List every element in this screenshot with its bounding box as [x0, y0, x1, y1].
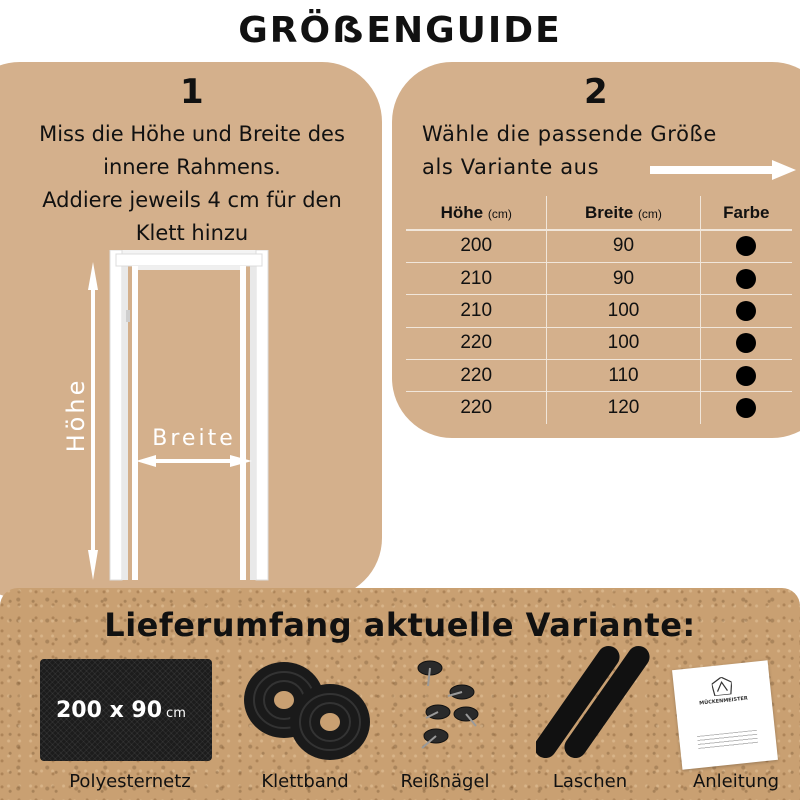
cell-height: 220: [406, 360, 547, 392]
width-label: Breite: [152, 426, 236, 451]
cell-height: 220: [406, 392, 547, 424]
cell-color: [700, 262, 792, 294]
color-dot-icon: [736, 269, 756, 289]
header-color: Farbe: [700, 196, 792, 230]
velcro-roll-icon: [242, 652, 372, 767]
table-row: [406, 392, 792, 424]
step-2-number: 2: [584, 72, 608, 112]
page-title: GRÖẞENGUIDE: [238, 10, 562, 51]
step-1-line: Klett hinzu: [135, 221, 249, 245]
cell-color: [700, 295, 792, 327]
cell-height: 220: [406, 327, 547, 359]
color-dot-icon: [736, 333, 756, 353]
color-dot-icon: [736, 301, 756, 321]
item-label-pins: Reißnägel: [400, 771, 490, 792]
table-row: [406, 295, 792, 327]
step-2-line: Wähle die passende Größe: [422, 122, 717, 146]
step-1-line: innere Rahmens.: [103, 155, 281, 179]
color-dot-icon: [736, 398, 756, 418]
item-label-manual: Anleitung: [692, 771, 780, 792]
table-row: [406, 327, 792, 359]
step-1-number: 1: [180, 72, 204, 112]
step-1-line: Addiere jeweils 4 cm für den: [42, 188, 342, 212]
item-label-velcro: Klettband: [261, 771, 349, 792]
arrow-right-icon: [650, 160, 796, 180]
table-row: [406, 360, 792, 392]
header-height: Höhe (cm): [406, 196, 547, 230]
cell-width: 90: [547, 230, 700, 262]
header-width: Breite (cm): [547, 196, 700, 230]
step-2-line: als Variante aus: [422, 155, 600, 179]
cell-height: 210: [406, 262, 547, 294]
delivery-title: Lieferumfang aktuelle Variante:: [104, 606, 696, 644]
tabs-icon: [536, 640, 656, 765]
door-frame-icon: [110, 250, 268, 580]
net-size-label: 200 x 90 cm: [56, 698, 186, 723]
color-dot-icon: [736, 236, 756, 256]
manual-text-lines: [697, 730, 758, 750]
step-1-line: Miss die Höhe und Breite des: [39, 122, 345, 146]
width-arrow-icon: [136, 455, 252, 467]
cell-width: 120: [547, 392, 700, 424]
height-label: Höhe: [62, 377, 90, 453]
color-dot-icon: [736, 366, 756, 386]
item-label-net: Polyesternetz: [69, 771, 191, 792]
cell-width: 90: [547, 262, 700, 294]
cell-width: 100: [547, 327, 700, 359]
cell-height: 200: [406, 230, 547, 262]
cell-color: [700, 230, 792, 262]
item-label-tabs: Laschen: [552, 771, 628, 792]
thumbtack-icon: [400, 656, 500, 756]
door-frame-illustration: [60, 250, 360, 590]
step-1-instructions: [0, 118, 384, 250]
cell-color: [700, 360, 792, 392]
cell-color: [700, 392, 792, 424]
cell-height: 210: [406, 295, 547, 327]
cell-width: 110: [547, 360, 700, 392]
manual-brand: MÜCKENMEISTER: [698, 695, 749, 707]
cell-width: 100: [547, 295, 700, 327]
brand-logo-icon: [711, 676, 733, 696]
table-row: [406, 262, 792, 294]
size-table: [406, 196, 792, 424]
table-row: [406, 230, 792, 262]
manual-image: [672, 660, 778, 769]
table-header-row: [406, 196, 792, 230]
cell-color: [700, 327, 792, 359]
